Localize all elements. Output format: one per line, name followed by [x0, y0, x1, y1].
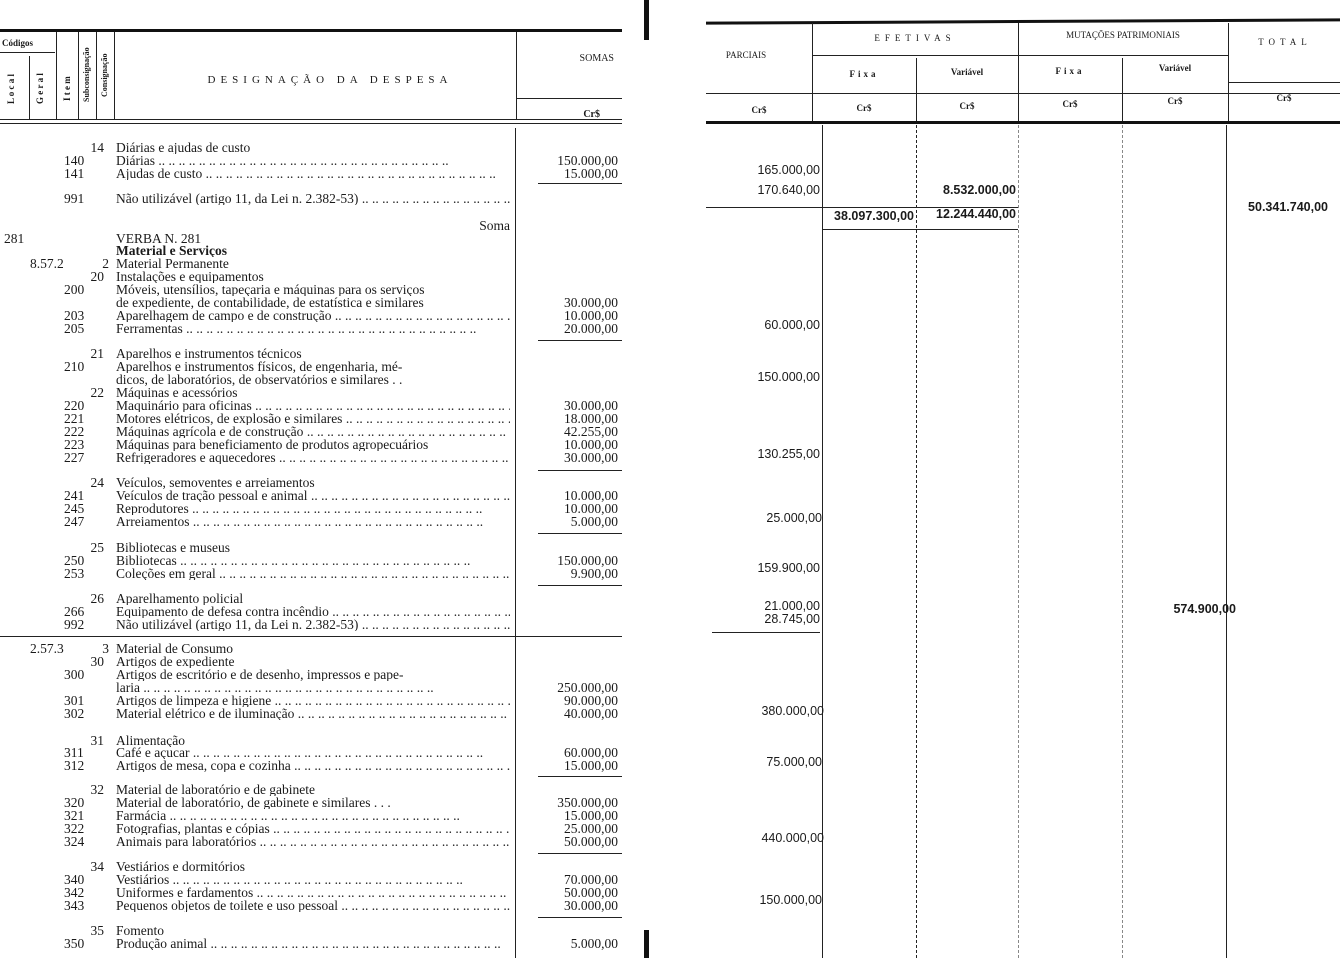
- table-row: [0, 681, 640, 694]
- header-item: I t e m: [62, 76, 72, 102]
- row-code: 2.57.3: [30, 641, 64, 656]
- row-description: Material de laboratório e de gabinete: [116, 783, 316, 796]
- table-row: [0, 809, 640, 822]
- value-efetivas-fixa: 38.097.300,00: [834, 209, 914, 223]
- row-value: 15.000,00: [564, 758, 618, 773]
- table-row: [0, 154, 640, 167]
- row-value: 30.000,00: [564, 398, 618, 413]
- row-item-code: 3: [102, 641, 109, 656]
- row-description: Veículos de tração pessoal e animal .. ..: [116, 489, 510, 502]
- row-code: 35: [90, 923, 104, 938]
- row-value: 20.000,00: [564, 321, 618, 336]
- table-row: [0, 746, 640, 759]
- row-description: Produção animal .. ..: [116, 937, 510, 950]
- row-description: Vestiários e dormitórios: [116, 860, 245, 873]
- header-efetivas-variavel-currency: Cr$: [959, 101, 975, 111]
- value-parciais: 150.000,00: [757, 370, 820, 384]
- row-description: Artigos de escritório e de desenho, impressos e pape-: [116, 668, 404, 681]
- row-value: 18.000,00: [564, 411, 618, 426]
- row-value: 9.900,00: [570, 566, 618, 581]
- row-code: 24: [90, 475, 104, 490]
- row-description: Arreiamentos .. ..: [116, 515, 510, 528]
- row-code: 322: [64, 821, 85, 836]
- header-efetivas-fixa: Fixa: [849, 69, 879, 79]
- row-code: 205: [64, 321, 85, 336]
- subtotal-rule: [538, 776, 622, 777]
- row-description: Farmácia .. ..: [116, 809, 510, 822]
- table-row: [0, 886, 640, 899]
- row-description: Aparelhamento policial: [116, 592, 244, 605]
- row-code: 140: [64, 153, 85, 168]
- row-value: 25.000,00: [564, 821, 618, 836]
- subtotal-rule: [538, 917, 622, 918]
- row-description: Coleções em geral .. ..: [116, 567, 510, 580]
- table-row: [0, 668, 640, 681]
- row-value: 350.000,00: [557, 795, 618, 810]
- row-code: 247: [64, 514, 85, 529]
- table-row: [0, 860, 640, 873]
- table-row: [0, 592, 640, 605]
- row-description: Ferramentas .. ..: [116, 322, 510, 335]
- row-code: 26: [90, 591, 104, 606]
- section-rule: [0, 636, 622, 637]
- row-description: Bibliotecas .. ..: [116, 554, 510, 567]
- row-description: Máquinas e acessórios: [116, 386, 238, 399]
- row-value: 10.000,00: [564, 308, 618, 323]
- row-code: 222: [64, 424, 85, 439]
- row-description: Alimentação: [116, 734, 185, 747]
- row-code: 31: [90, 733, 104, 748]
- row-value: 10.000,00: [564, 501, 618, 516]
- row-description: Máquinas agrícola e de construção .. ..: [116, 425, 510, 438]
- row-code: 210: [64, 359, 85, 374]
- row-code: 302: [64, 706, 85, 721]
- table-row: [0, 873, 640, 886]
- row-code: 301: [64, 693, 85, 708]
- row-description: Instalações e equipamentos: [116, 270, 264, 283]
- value-total: 50.341.740,00: [1248, 200, 1328, 214]
- table-row: [0, 618, 640, 631]
- value-parciais: 380.000,00: [761, 704, 824, 718]
- row-value: 40.000,00: [564, 706, 618, 721]
- table-row: [0, 360, 640, 373]
- row-code: 320: [64, 795, 85, 810]
- row-value: 150.000,00: [557, 553, 618, 568]
- table-row: [0, 322, 640, 335]
- row-code: 30: [90, 654, 104, 669]
- row-value: 30.000,00: [564, 898, 618, 913]
- row-description: Equipamento de defesa contra incêndio .. ..: [116, 605, 510, 618]
- table-row: [0, 438, 640, 451]
- header-codigos: Códigos: [2, 38, 34, 48]
- row-value: 42.255,00: [564, 424, 618, 439]
- table-row: [0, 783, 640, 796]
- row-value: 50.000,00: [564, 885, 618, 900]
- header-total: TOTAL: [1258, 37, 1312, 47]
- table-row: [0, 515, 640, 528]
- table-row: [0, 399, 640, 412]
- row-code: 221: [64, 411, 85, 426]
- subtotal-rule: [538, 470, 622, 471]
- row-description: Móveis, utensílios, tapeçaria e máquinas para os serviços: [116, 283, 425, 296]
- row-description: Café e açucar .. ..: [116, 746, 510, 759]
- row-description: Material de Consumo: [116, 642, 233, 655]
- row-value: 15.000,00: [564, 808, 618, 823]
- row-description: Aparelhos e instrumentos técnicos: [116, 347, 302, 360]
- row-description: Motores elétricos, de explosão e similares .. ..: [116, 412, 510, 425]
- value-parciais: 75.000,00: [766, 755, 822, 769]
- row-code: 200: [64, 282, 85, 297]
- header-mutacoes-variavel: Variável: [1158, 63, 1192, 73]
- header-mutacoes-fixa-currency: Cr$: [1062, 99, 1078, 109]
- row-value: 90.000,00: [564, 693, 618, 708]
- header-currency: Cr$: [583, 109, 600, 120]
- value-efetivas-variavel: 8.532.000,00: [943, 183, 1016, 197]
- value-parciais: 130.255,00: [757, 447, 820, 461]
- value-parciais: 440.000,00: [761, 831, 824, 845]
- row-value: 30.000,00: [564, 450, 618, 465]
- row-code: 343: [64, 898, 85, 913]
- table-row: [0, 605, 640, 618]
- row-description: Artigos de expediente: [116, 655, 235, 668]
- table-row: [0, 502, 640, 515]
- value-parciais: 165.000,00: [757, 163, 820, 177]
- row-value: 5.000,00: [570, 936, 618, 951]
- table-row: [0, 451, 640, 464]
- row-code: 250: [64, 553, 85, 568]
- table-row: [0, 694, 640, 707]
- page-gutter: [644, 930, 649, 958]
- header-mutacoes: MUTAÇÕES PATRIMONIAIS: [1066, 30, 1180, 40]
- row-value: 150.000,00: [557, 153, 618, 168]
- subtotal-rule: [538, 533, 622, 534]
- header-subconsignacao: Subconsignação: [82, 47, 91, 103]
- table-row: [0, 554, 640, 567]
- row-description: Artigos de mesa, copa e cozinha .. ..: [116, 759, 510, 772]
- row-code: 34: [90, 859, 104, 874]
- row-description: Reprodutores .. ..: [116, 502, 510, 515]
- row-code: 14: [90, 140, 104, 155]
- row-value: 15.000,00: [564, 166, 618, 181]
- row-code: 253: [64, 566, 85, 581]
- subtotal-rule: [538, 585, 622, 586]
- row-description: VERBA N. 281: [116, 232, 202, 245]
- row-code: 311: [64, 745, 84, 760]
- row-description: dicos, de laboratórios, de observatórios e similares . .: [116, 373, 403, 386]
- row-value: 10.000,00: [564, 488, 618, 503]
- row-code: 340: [64, 872, 85, 887]
- row-description: Pequenos objetos de toilete e uso pessoal .. ..: [116, 899, 510, 912]
- row-description: Artigos de limpeza e higiene .. ..: [116, 694, 510, 707]
- row-description: laria .. ..: [116, 681, 510, 694]
- value-parciais: 159.900,00: [757, 561, 820, 575]
- row-description: Não utilizável (artigo 11, da Lei n. 2.382-53) .. ..: [116, 618, 510, 631]
- row-description: Bibliotecas e museus: [116, 541, 230, 554]
- row-code: 21: [90, 346, 104, 361]
- row-description: Aparelhagem de campo e de construção .. ..: [116, 309, 510, 322]
- header-total-currency: Cr$: [1276, 93, 1292, 103]
- header-efetivas-fixa-currency: Cr$: [856, 103, 872, 113]
- table-row: [0, 347, 640, 360]
- table-row: [0, 192, 640, 205]
- table-row: [0, 309, 640, 322]
- row-description: Animais para laboratórios .. ..: [116, 835, 510, 848]
- row-code: 342: [64, 885, 85, 900]
- header-mutacoes-variavel-currency: Cr$: [1167, 96, 1183, 106]
- subtotal-rule: [538, 340, 622, 341]
- row-code: 223: [64, 437, 85, 452]
- table-row: [0, 141, 640, 154]
- header-geral: G e r a l: [35, 73, 45, 105]
- header-parciais-currency: Cr$: [751, 105, 767, 115]
- header-designacao: DESIGNAÇÃO DA DESPESA: [207, 74, 453, 86]
- table-row: [0, 244, 640, 257]
- row-code: 245: [64, 501, 85, 516]
- value-parciais: 28.745,00: [764, 612, 820, 626]
- row-code: 321: [64, 808, 85, 823]
- row-description: Diárias e ajudas de custo: [116, 141, 251, 154]
- row-description: Maquinário para oficinas .. ..: [116, 399, 510, 412]
- row-code: 25: [90, 540, 104, 555]
- table-row: [0, 296, 640, 309]
- row-value: 60.000,00: [564, 745, 618, 760]
- row-description: Veículos, semoventes e arreiamentos: [116, 476, 315, 489]
- row-code: 324: [64, 834, 85, 849]
- row-value: 250.000,00: [557, 680, 618, 695]
- table-row: [0, 822, 640, 835]
- value-parciais: 60.000,00: [764, 318, 820, 332]
- page-gutter: [644, 0, 649, 40]
- row-code: 281: [4, 231, 25, 246]
- value-parciais: 170.640,00: [757, 183, 820, 197]
- row-item-code: 2: [102, 256, 109, 271]
- row-description: Material de laboratório, de gabinete e similares . . .: [116, 796, 391, 809]
- row-code: 203: [64, 308, 85, 323]
- header-local: L o c a l: [6, 74, 16, 105]
- row-description: Aparelhos e instrumentos físicos, de engenharia, mé-: [116, 360, 403, 373]
- row-code: 241: [64, 488, 85, 503]
- value-parciais: 25.000,00: [766, 511, 822, 525]
- row-description: Vestiários .. ..: [116, 873, 510, 886]
- table-row: [0, 567, 640, 580]
- row-description: Não utilizável (artigo 11, da Lei n. 2.382-53) .. ..: [116, 192, 510, 205]
- table-row: [0, 412, 640, 425]
- table-row: [0, 386, 640, 399]
- row-description: Fotografias, plantas e cópias .. ..: [116, 822, 510, 835]
- row-code: 227: [64, 450, 85, 465]
- row-code: 350: [64, 936, 85, 951]
- header-efetivas: EFETIVAS: [874, 33, 956, 43]
- table-row: [0, 489, 640, 502]
- table-row: [0, 270, 640, 283]
- table-row: [0, 707, 640, 720]
- header-mutacoes-fixa: Fixa: [1055, 66, 1085, 76]
- row-code: 220: [64, 398, 85, 413]
- value-parciais: 21.000,00: [764, 599, 820, 613]
- row-value: 30.000,00: [564, 295, 618, 310]
- row-value: 70.000,00: [564, 872, 618, 887]
- table-row: [0, 796, 640, 809]
- row-code: 300: [64, 667, 85, 682]
- subtotal-rule: [538, 853, 622, 854]
- row-description: Material Permanente: [116, 257, 229, 270]
- row-code: 312: [64, 758, 85, 773]
- table-row: [0, 899, 640, 912]
- table-row: [0, 924, 640, 937]
- row-value: 5.000,00: [570, 514, 618, 529]
- row-description: Diárias .. ..: [116, 154, 510, 167]
- row-code: 32: [90, 782, 104, 797]
- header-somas: SOMAS: [579, 53, 614, 64]
- table-row: [0, 541, 640, 554]
- row-value: 10.000,00: [564, 437, 618, 452]
- table-row: [0, 219, 640, 232]
- row-code: 992: [64, 617, 85, 632]
- row-description: de expediente, de contabilidade, de estatística e similares: [116, 296, 424, 309]
- row-code: 991: [64, 191, 85, 206]
- row-code: 8.57.2: [30, 256, 64, 271]
- row-description: Ajudas de custo .. ..: [116, 167, 510, 180]
- value-mutacoes-variavel: 574.900,00: [1173, 602, 1236, 616]
- header-efetivas-variavel: Variável: [950, 67, 984, 77]
- row-description: Material elétrico e de iluminação .. ..: [116, 707, 510, 720]
- table-row: [0, 835, 640, 848]
- table-row: [0, 937, 640, 950]
- header-parciais: PARCIAIS: [725, 50, 767, 60]
- table-row: [0, 425, 640, 438]
- row-code: 22: [90, 385, 104, 400]
- row-description: Fomento: [116, 924, 165, 937]
- table-row: [0, 759, 640, 772]
- row-description: Uniformes e fardamentos .. ..: [116, 886, 510, 899]
- row-description: Refrigeradores e aquecedores .. ..: [116, 451, 510, 464]
- row-value: 50.000,00: [564, 834, 618, 849]
- row-code: 20: [90, 269, 104, 284]
- subtotal-rule: [538, 183, 622, 184]
- table-row: [0, 283, 640, 296]
- table-row: [0, 167, 640, 180]
- row-code: 141: [64, 166, 85, 181]
- row-description: Máquinas para beneficiamento de produtos agropecuários: [116, 438, 429, 451]
- table-row: [0, 655, 640, 668]
- value-efetivas-variavel: 12.244.440,00: [936, 207, 1016, 221]
- value-parciais: 150.000,00: [759, 893, 822, 907]
- header-consignacao: Consignação: [100, 53, 109, 97]
- row-description: Material e Serviços: [116, 244, 227, 257]
- row-description: Soma: [479, 219, 510, 232]
- row-code: 266: [64, 604, 85, 619]
- table-row: [0, 476, 640, 489]
